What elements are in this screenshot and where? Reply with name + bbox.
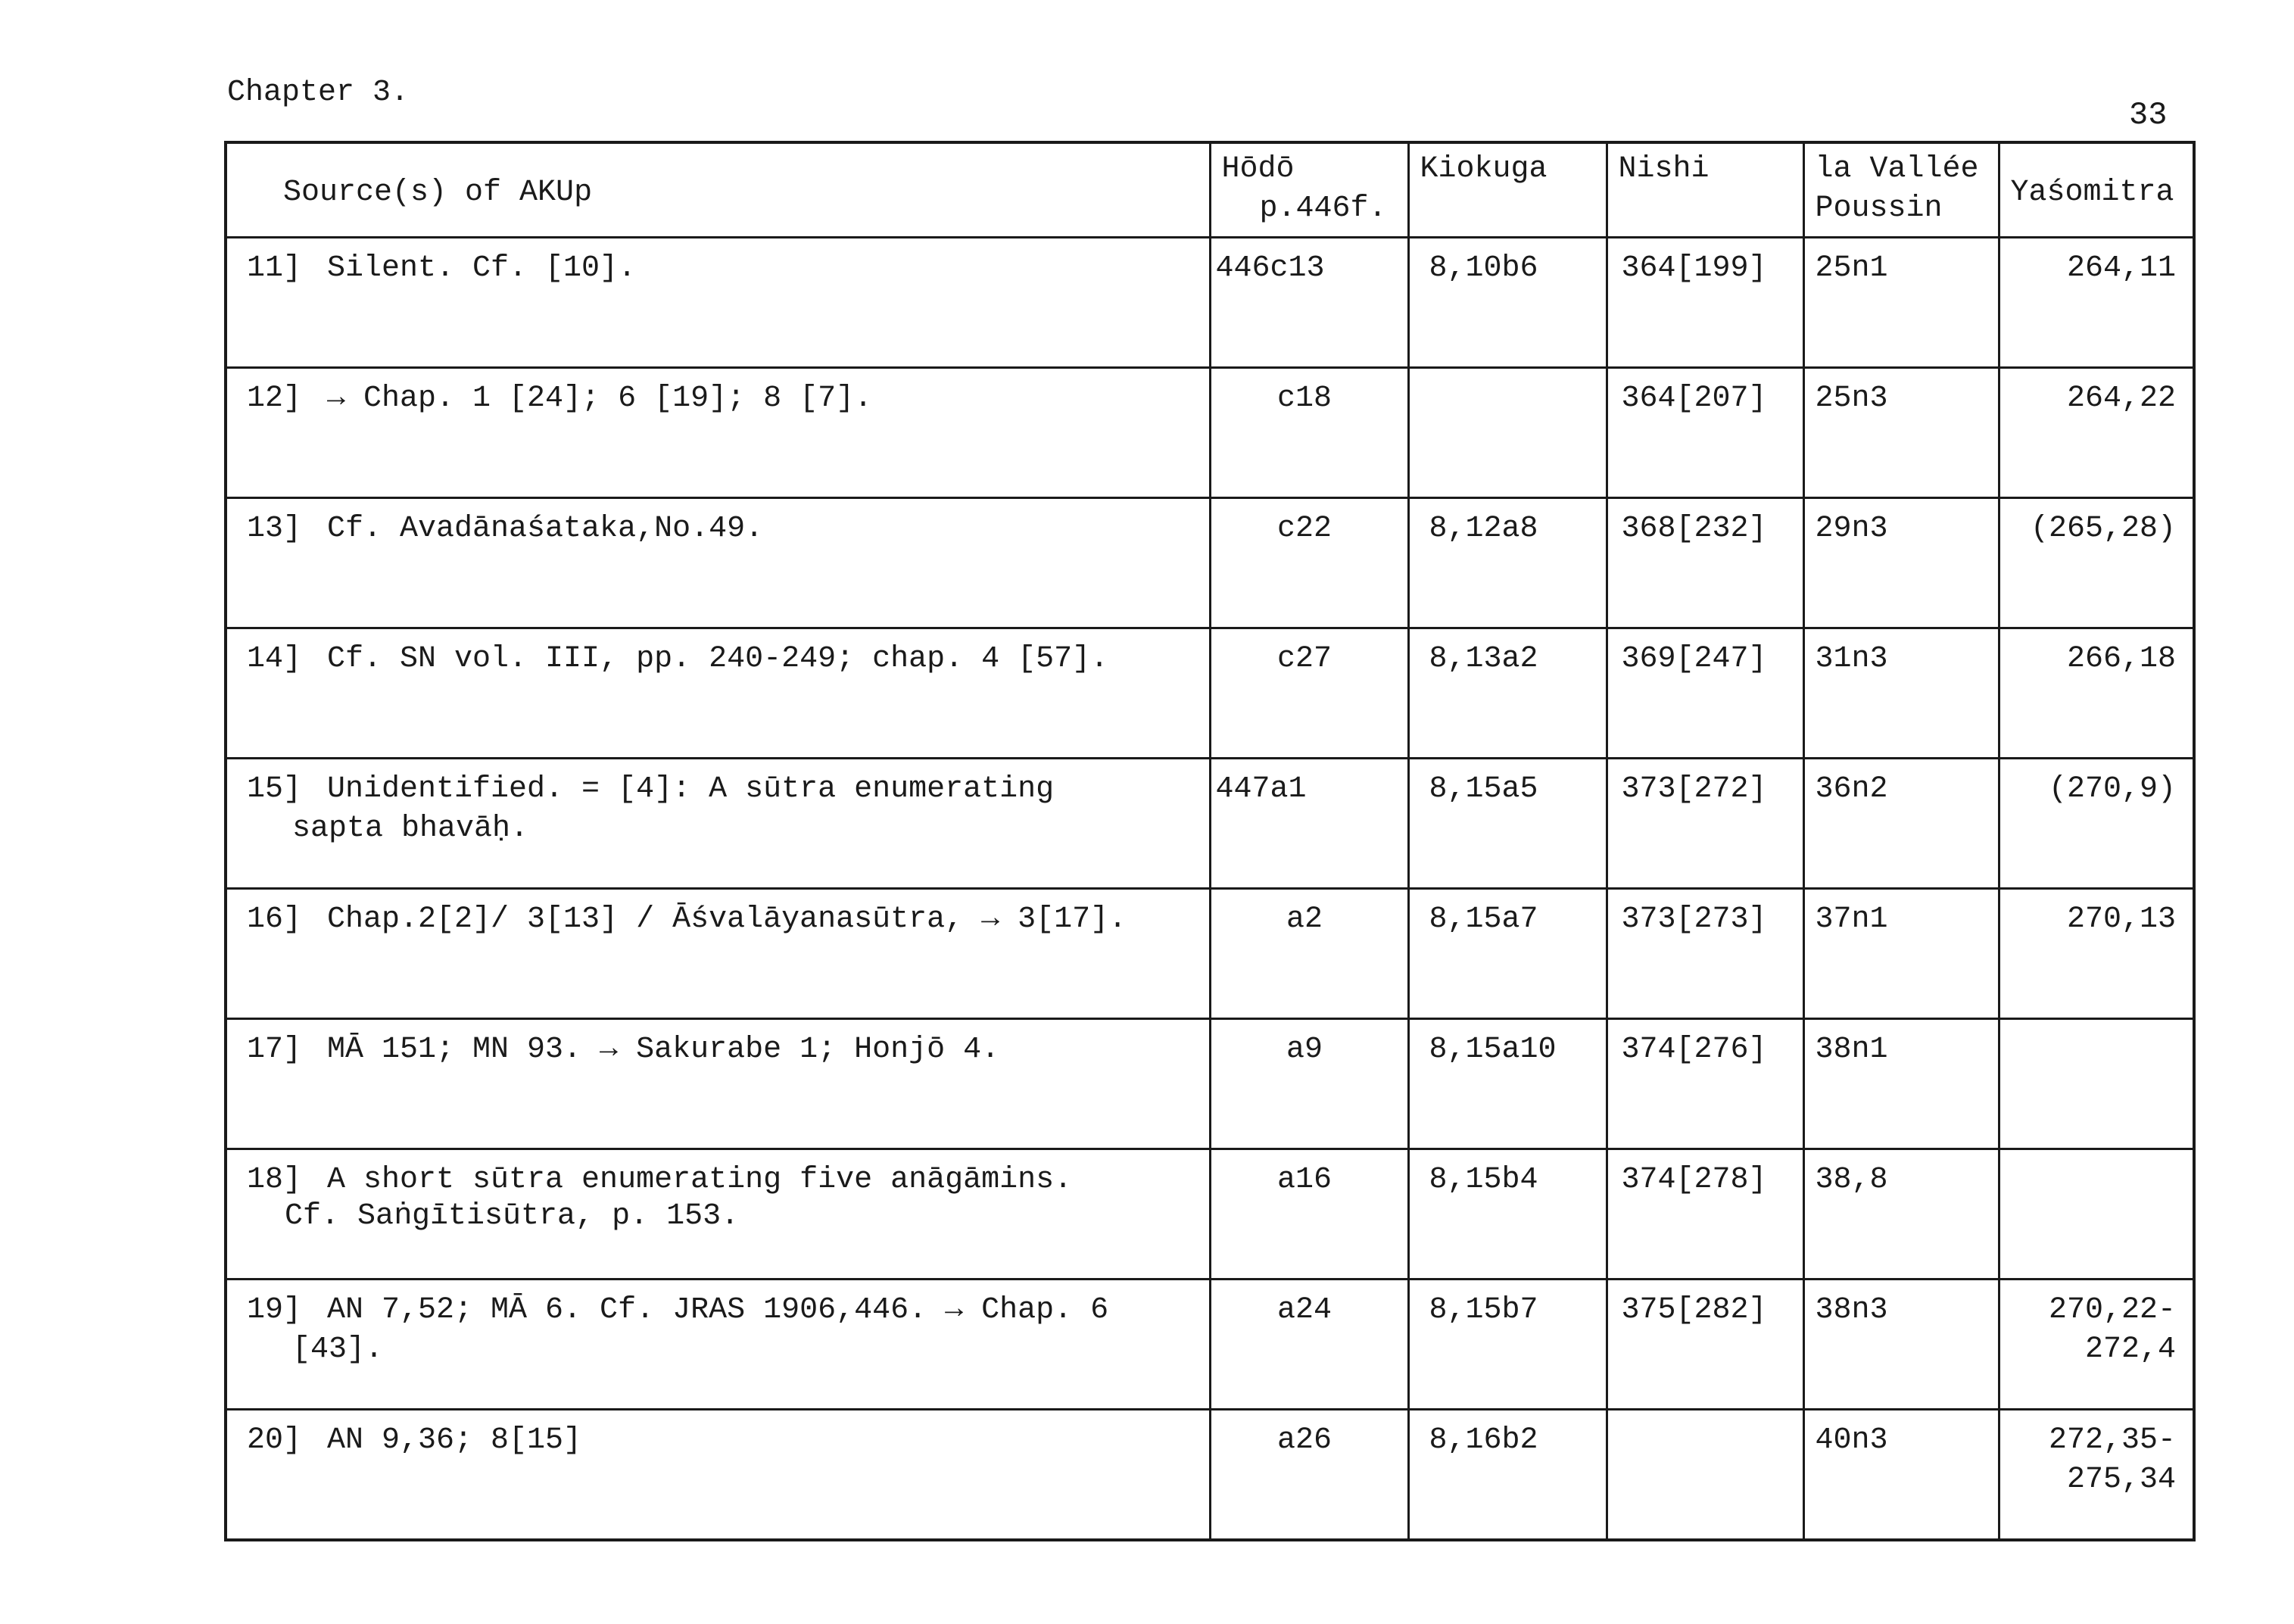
source-cell <box>226 1019 1210 1149</box>
lvp-cell: 40n3 <box>1803 1410 1999 1541</box>
col-header-source: Source(s) of AKUp <box>226 142 1210 238</box>
col-header-la-vallee-poussin <box>1803 142 1999 238</box>
yasomitra-value: 272,35- <box>2048 1423 2176 1457</box>
yasomitra-cell <box>1999 498 2194 628</box>
lvp-cell: 36n2 <box>1803 759 1999 889</box>
source-cell <box>226 498 1210 628</box>
table-header-row <box>226 142 2194 238</box>
sources-table <box>224 141 2196 1541</box>
lvp-cell: 38n1 <box>1803 1019 1999 1149</box>
table-row <box>226 759 2194 889</box>
source-cell <box>226 238 1210 368</box>
hodo-cell: a16 <box>1210 1149 1408 1280</box>
hodo-cell: c18 <box>1210 368 1408 498</box>
kiokuga-cell: 8,15b4 <box>1408 1149 1607 1280</box>
hodo-cell: a9 <box>1210 1019 1408 1149</box>
table-row <box>226 368 2194 498</box>
lvp-cell: 25n3 <box>1803 368 1999 498</box>
kiokuga-cell: 8,16b2 <box>1408 1410 1607 1541</box>
table-row <box>226 1410 2194 1541</box>
row-number: 18] <box>247 1163 302 1197</box>
kiokuga-cell: 8,15b7 <box>1408 1280 1607 1410</box>
source-cell <box>226 1280 1210 1410</box>
yasomitra-cell <box>1999 1019 2194 1149</box>
yasomitra-cell <box>1999 889 2194 1019</box>
nishi-cell: 368[232] <box>1607 498 1803 628</box>
table-row <box>226 238 2194 368</box>
table-row <box>226 1019 2194 1149</box>
source-cell <box>226 368 1210 498</box>
nishi-cell <box>1607 1410 1803 1541</box>
col-header-yasomitra: Yaśomitra <box>1999 142 2194 238</box>
source-text: Silent. Cf. [10]. <box>327 251 637 285</box>
nishi-cell: 364[199] <box>1607 238 1803 368</box>
nishi-cell: 374[276] <box>1607 1019 1803 1149</box>
kiokuga-cell: 8,10b6 <box>1408 238 1607 368</box>
hodo-cell: c22 <box>1210 498 1408 628</box>
row-number: 11] <box>247 251 302 285</box>
source-text: AN 7,52; MĀ 6. Cf. JRAS 1906,446. → Chap. 6 <box>327 1293 1109 1327</box>
source-cell <box>226 1410 1210 1541</box>
source-text: A short sūtra enumerating five anāgāmins. <box>327 1163 1073 1197</box>
source-cell <box>226 628 1210 759</box>
col-header-hodo-title: Hōdō <box>1221 152 1295 186</box>
source-text-cont: Cf. Saṅgītisūtra, p. 153. <box>285 1199 740 1233</box>
source-cell <box>226 1149 1210 1280</box>
kiokuga-cell: 8,15a7 <box>1408 889 1607 1019</box>
row-number: 14] <box>247 642 302 676</box>
yasomitra-cell <box>1999 368 2194 498</box>
yasomitra-cell <box>1999 759 2194 889</box>
yasomitra-value: (265,28) <box>2030 512 2176 546</box>
nishi-cell: 375[282] <box>1607 1280 1803 1410</box>
yasomitra-value-cont: 275,34 <box>2066 1463 2176 1497</box>
yasomitra-value: 270,22- <box>2048 1293 2176 1327</box>
kiokuga-cell: 8,13a2 <box>1408 628 1607 759</box>
yasomitra-value: 270,13 <box>2066 902 2176 937</box>
col-header-nishi: Nishi <box>1607 142 1803 238</box>
hodo-cell: 446c13 <box>1210 238 1408 368</box>
source-cell <box>226 759 1210 889</box>
chapter-heading: Chapter 3. <box>227 76 410 110</box>
yasomitra-cell <box>1999 1149 2194 1280</box>
source-text: Chap.2[2]/ 3[13] / Āśvalāyanasūtra, → 3[17]. <box>327 902 1127 937</box>
col-header-hodo-page: p.446f. <box>1259 192 1387 226</box>
yasomitra-value: 264,22 <box>2066 382 2176 416</box>
lvp-cell: 29n3 <box>1803 498 1999 628</box>
table-row <box>226 1280 2194 1410</box>
nishi-cell: 373[272] <box>1607 759 1803 889</box>
source-text: AN 9,36; 8[15] <box>327 1423 582 1457</box>
page-number: 33 <box>2129 97 2168 133</box>
source-text-cont: [43]. <box>292 1333 384 1367</box>
nishi-cell: 373[273] <box>1607 889 1803 1019</box>
col-header-hodo <box>1210 142 1408 238</box>
yasomitra-cell <box>1999 628 2194 759</box>
lvp-cell: 38,8 <box>1803 1149 1999 1280</box>
kiokuga-cell: 8,15a5 <box>1408 759 1607 889</box>
lvp-cell: 37n1 <box>1803 889 1999 1019</box>
lvp-cell: 38n3 <box>1803 1280 1999 1410</box>
hodo-cell: a26 <box>1210 1410 1408 1541</box>
row-number: 16] <box>247 902 302 937</box>
yasomitra-cell <box>1999 1410 2194 1541</box>
row-number: 15] <box>247 772 302 806</box>
source-text: Cf. Avadānaśataka,No.49. <box>327 512 764 546</box>
col-header-lvp-line2: Poussin <box>1815 192 1943 226</box>
source-cell <box>226 889 1210 1019</box>
source-text: Unidentified. = [4]: A sūtra enumerating <box>327 772 1055 806</box>
nishi-cell: 374[278] <box>1607 1149 1803 1280</box>
source-text: MĀ 151; MN 93. → Sakurabe 1; Honjō 4. <box>327 1033 1000 1067</box>
lvp-cell: 31n3 <box>1803 628 1999 759</box>
table-row <box>226 498 2194 628</box>
row-number: 13] <box>247 512 302 546</box>
table-row <box>226 889 2194 1019</box>
row-number: 19] <box>247 1293 302 1327</box>
yasomitra-value: 264,11 <box>2066 251 2176 285</box>
source-text-cont: sapta bhavāḥ. <box>292 812 529 846</box>
hodo-cell: c27 <box>1210 628 1408 759</box>
source-text: Cf. SN vol. III, pp. 240-249; chap. 4 [57]. <box>327 642 1109 676</box>
yasomitra-value: 266,18 <box>2066 642 2176 676</box>
table-row <box>226 1149 2194 1280</box>
hodo-cell: 447a1 <box>1210 759 1408 889</box>
row-number: 20] <box>247 1423 302 1457</box>
yasomitra-cell <box>1999 1280 2194 1410</box>
nishi-cell: 364[207] <box>1607 368 1803 498</box>
kiokuga-cell: 8,12a8 <box>1408 498 1607 628</box>
row-number: 12] <box>247 382 302 416</box>
yasomitra-cell <box>1999 238 2194 368</box>
col-header-lvp-line1: la Vallée <box>1815 152 1979 186</box>
table-row <box>226 628 2194 759</box>
kiokuga-cell: 8,15a10 <box>1408 1019 1607 1149</box>
yasomitra-value: (270,9) <box>2048 772 2176 806</box>
lvp-cell: 25n1 <box>1803 238 1999 368</box>
yasomitra-value-cont: 272,4 <box>2084 1333 2176 1367</box>
col-header-kiokuga: Kiokuga <box>1408 142 1607 238</box>
row-number: 17] <box>247 1033 302 1067</box>
nishi-cell: 369[247] <box>1607 628 1803 759</box>
hodo-cell: a24 <box>1210 1280 1408 1410</box>
hodo-cell: a2 <box>1210 889 1408 1019</box>
kiokuga-cell <box>1408 368 1607 498</box>
source-text: → Chap. 1 [24]; 6 [19]; 8 [7]. <box>327 382 873 416</box>
